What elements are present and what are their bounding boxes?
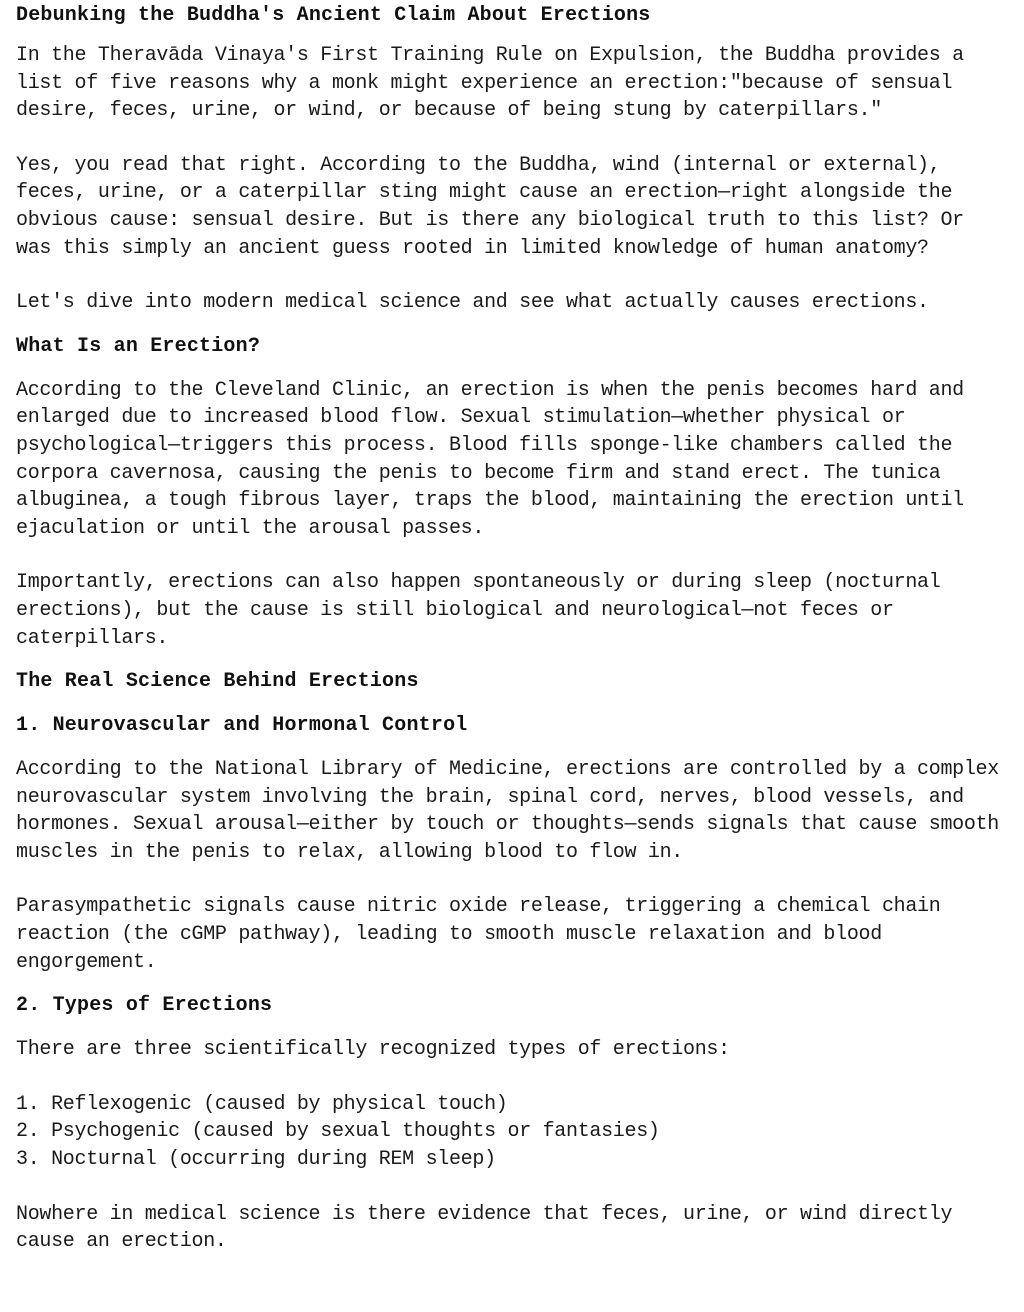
list-item-number: 1. [16, 1092, 40, 1116]
section-heading-what: What Is an Erection? [16, 334, 261, 358]
intro-paragraph-2: Yes, you read that right. According to the Buddha, wind (internal or external), feces, urine, or a caterpillar sting might cause an erection—right alongside the obvious cause: sensual desire. But is there any biological truth to this list? Or was this simply an ancient guess rooted in limited knowledge of human anatomy? [16, 153, 964, 260]
intro-paragraph-1: In the Theravāda Vinaya's First Training Rule on Expulsion, the Buddha provides a list of five reasons why a monk might experience an erection:"because of sensual desire, feces, urine, or wind, or because of being stung by caterpillars." [16, 44, 964, 123]
list-item-number: 3. [16, 1148, 40, 1172]
types-list [16, 1091, 1008, 1174]
list-item-text: Nocturnal (occurring during REM sleep) [51, 1148, 496, 1172]
list-item [16, 1146, 1008, 1174]
section-heading-science: The Real Science Behind Erections [16, 670, 419, 694]
list-item-number: 2. [16, 1120, 40, 1144]
types-lead-paragraph: There are three scientifically recognized types of erections: [16, 1038, 730, 1062]
intro-paragraph-3: Let's dive into modern medical science and see what actually causes erections. [16, 291, 929, 315]
list-item-text: Psychogenic (caused by sexual thoughts or fantasies) [51, 1120, 660, 1144]
subsection-heading-neurovascular: 1. Neurovascular and Hormonal Control [16, 714, 468, 738]
what-paragraph-2: Importantly, erections can also happen spontaneously or during sleep (nocturnal erections), but the cause is still biological and neurological—not feces or caterpillars. [16, 571, 941, 650]
list-item [16, 1118, 1008, 1146]
neurovascular-paragraph-1: According to the National Library of Medicine, erections are controlled by a complex neurovascular system involving the brain, spinal cord, nerves, blood vessels, and hormones. Sexual arousal—either by touch or thoughts—sends signals that cause smooth muscles in the penis to relax, allowing blood to flow in. [16, 758, 999, 864]
what-paragraph-1: According to the Cleveland Clinic, an erection is when the penis becomes hard and enlarged due to increased blood flow. Sexual stimulation—whether physical or psychological—triggers this process. Blood fills sponge-like chambers called the corpora cavernosa, causing the penis to become firm and stand erect. The tunica albuginea, a tough fibrous layer, traps the blood, maintaining the erection until ejaculation or until the arousal passes. [16, 378, 964, 540]
subsection-heading-types: 2. Types of Erections [16, 994, 273, 1018]
list-item-text: Reflexogenic (caused by physical touch) [51, 1092, 508, 1116]
neurovascular-paragraph-2: Parasympathetic signals cause nitric oxide release, triggering a chemical chain reaction (the cGMP pathway), leading to smooth muscle relaxation and blood engorgement. [16, 895, 941, 974]
types-closing-paragraph: Nowhere in medical science is there evidence that feces, urine, or wind directly cause an erection. [16, 1202, 953, 1254]
list-item [16, 1091, 1008, 1119]
article-title: Debunking the Buddha's Ancient Claim About Erections [16, 4, 651, 27]
